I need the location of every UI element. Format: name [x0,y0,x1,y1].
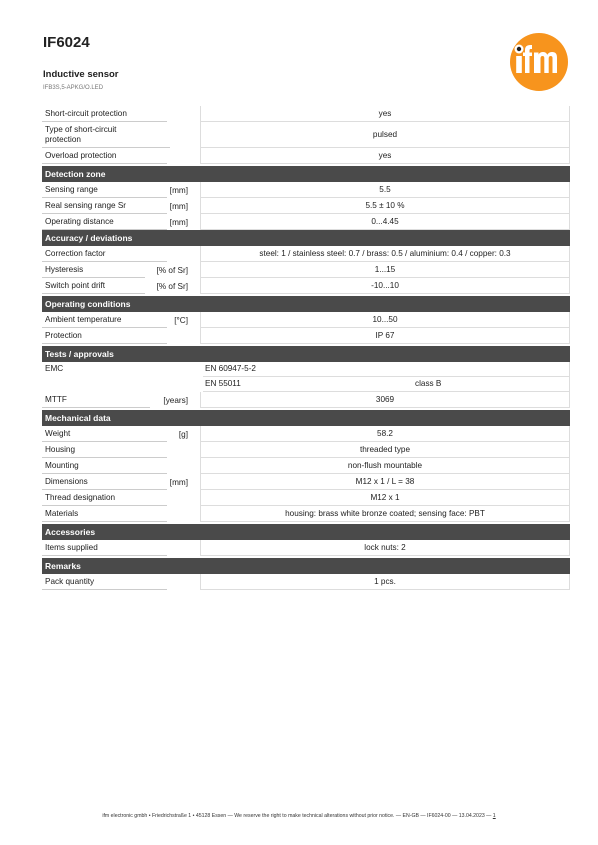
spec-label: Real sensing range Sr [42,198,167,214]
spec-unit: [°C] [174,315,188,325]
spec-label: Weight [42,426,167,442]
spec-value: M12 x 1 / L = 38 [201,474,570,490]
section-operating-conditions: Operating conditions [42,296,570,312]
spec-row [42,312,570,328]
spec-row [42,246,570,262]
spec-row [42,148,570,164]
spec-label: Operating distance [42,214,167,230]
product-code: IFB3S,5-APKG/O.LED [43,85,104,91]
spec-label: Housing [42,442,167,458]
spec-unit [167,106,190,122]
spec-label: Sensing range [42,182,167,198]
spec-value: 0...4.45 [201,214,570,230]
section-remarks: Remarks [42,558,570,574]
spec-label: MTTF [42,392,150,408]
spec-row [42,474,570,490]
spec-unit [167,574,190,590]
spec-row [42,490,570,506]
spec-label: EMC [45,364,64,373]
spec-row [42,122,570,148]
spec-label: Short-circuit protection [42,106,167,122]
spec-label: Dimensions [42,474,167,490]
spec-unit: [mm] [169,185,188,195]
spec-unit: [mm] [169,477,188,487]
product-title: IF6024 [43,34,90,51]
spec-row [42,574,570,590]
spec-value: 5.5 ± 10 % [201,198,570,214]
spec-value: lock nuts: 2 [201,540,570,556]
spec-unit: [years] [163,395,188,405]
spec-value: IP 67 [201,328,570,344]
spec-row [42,182,570,198]
section-tests-approvals: Tests / approvals [42,346,570,362]
spec-unit: [% of Sr] [156,265,188,275]
spec-unit [167,506,190,522]
spec-unit [167,540,190,556]
spec-unit: [g] [178,429,188,439]
spec-label: Type of short-circuit protection [42,122,170,148]
spec-value: M12 x 1 [201,490,570,506]
page-footer [0,813,598,819]
section-mechanical-data: Mechanical data [42,410,570,426]
spec-row [42,442,570,458]
spec-row [42,392,570,408]
spec-unit [167,490,190,506]
section-accessories: Accessories [42,524,570,540]
spec-unit [167,246,190,262]
spec-row [42,198,570,214]
spec-unit [167,328,190,344]
spec-label: Switch point drift [42,278,145,294]
spec-label: Protection [42,328,167,344]
spec-value: steel: 1 / stainless steel: 0.7 / brass: 0.5 / aluminium: 0.4 / copper: 0.3 [201,246,570,262]
ifm-logo [509,32,569,92]
spec-row [42,214,570,230]
spec-label: Pack quantity [42,574,167,590]
spec-unit [167,148,190,164]
spec-label: Thread designation [42,490,167,506]
footer-text: ifm electronic gmbh • Friedrichstraße 1 • 45128 Essen — We reserve the right to make technical alterations without prior notice. — EN-GB — IF6024-00 — 13.04.2023 — [102,813,492,819]
product-subtitle: Inductive sensor [43,69,119,80]
section-accuracy: Accuracy / deviations [42,230,570,246]
spec-unit: [mm] [169,217,188,227]
emc-standard: EN 60947-5-2 [203,362,388,377]
spec-label: Correction factor [42,246,167,262]
spec-label: Items supplied [42,540,167,556]
spec-label: Materials [42,506,167,522]
spec-row [42,540,570,556]
spec-row [42,106,570,122]
spec-row [42,328,570,344]
emc-standard: EN 55011 [203,377,388,392]
spec-unit: [% of Sr] [156,281,188,291]
spec-label: Ambient temperature [42,312,167,328]
spec-value: 10...50 [201,312,570,328]
spec-unit [170,122,190,148]
spec-unit [167,458,190,474]
spec-row [42,506,570,522]
spec-value: 58.2 [201,426,570,442]
spec-table [42,106,570,590]
spec-value: yes [201,148,570,164]
spec-value: yes [201,106,570,122]
spec-row [42,262,570,278]
spec-value: threaded type [201,442,570,458]
spec-row [42,458,570,474]
emc-standards [203,362,570,392]
spec-unit [167,442,190,458]
spec-row [42,278,570,294]
emc-row [42,362,570,392]
spec-value: 5.5 [201,182,570,198]
spec-unit: [mm] [169,201,188,211]
section-detection-zone: Detection zone [42,166,570,182]
spec-label: Mounting [42,458,167,474]
page-number: 1 [492,813,496,819]
spec-label: Hysteresis [42,262,145,278]
spec-value: 1...15 [201,262,570,278]
spec-value: 3069 [201,392,570,408]
spec-label: Overload protection [42,148,167,164]
emc-class [413,362,569,377]
spec-value: non-flush mountable [201,458,570,474]
spec-value: -10...10 [201,278,570,294]
spec-value: 1 pcs. [201,574,570,590]
emc-class: class B [413,377,569,392]
spec-value: housing: brass white bronze coated; sensing face: PBT [201,506,570,522]
spec-value: pulsed [201,122,570,148]
spec-row [42,426,570,442]
